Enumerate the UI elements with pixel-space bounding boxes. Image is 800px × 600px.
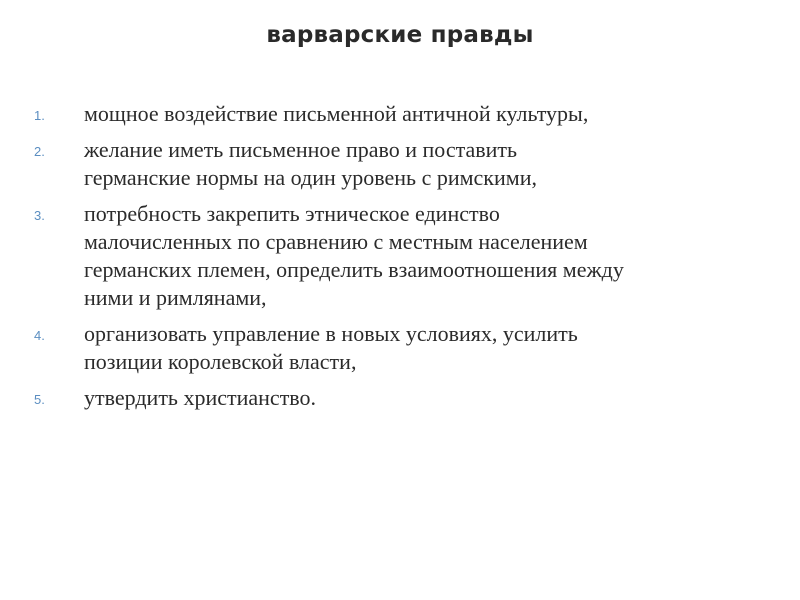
item-text-line: потребность закрепить этническое единство: [84, 201, 500, 226]
item-text-line: желание иметь письменное право и поставить: [84, 137, 518, 162]
list-item: [34, 384, 800, 412]
item-text-line: германских племен, определить взаимоотношения между: [84, 257, 624, 282]
item-text-line: малочисленных по сравнению с местным населением: [84, 229, 588, 254]
list-item: [34, 136, 800, 192]
item-text-line: мощное воздействие письменной античной культуры,: [84, 101, 589, 126]
reasons-list: [34, 100, 800, 420]
item-number: 5.: [34, 392, 45, 407]
item-number: 3.: [34, 208, 45, 223]
item-text-line: германские нормы на один уровень с римскими,: [84, 165, 537, 190]
list-item: [34, 200, 800, 312]
item-text-line: утвердить христианство.: [84, 385, 317, 410]
item-number: 4.: [34, 328, 45, 343]
list-item: [34, 320, 800, 376]
item-text-line: позиции королевской власти,: [84, 349, 357, 374]
list-item: [34, 100, 800, 128]
slide-title: варварские правды: [266, 22, 534, 48]
item-text-line: организовать управление в новых условиях, усилить: [84, 321, 578, 346]
item-number: 1.: [34, 108, 45, 123]
item-number: 2.: [34, 144, 45, 159]
item-text-line: ними и римлянами,: [84, 285, 267, 310]
